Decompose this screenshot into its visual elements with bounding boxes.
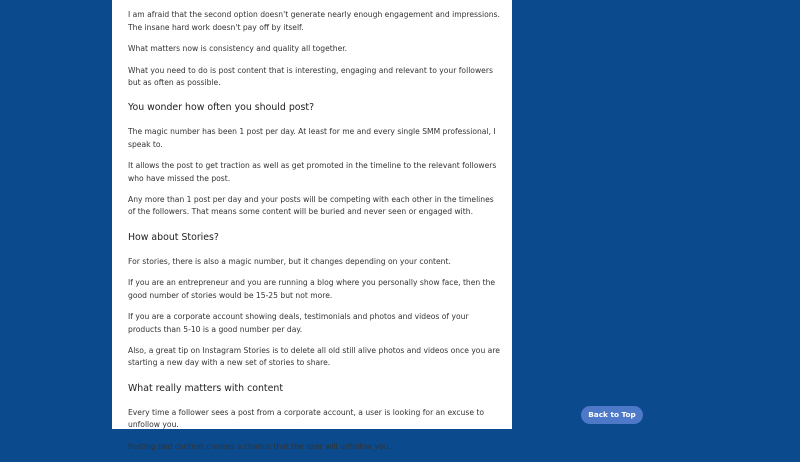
paragraph: For stories, there is also a magic number, but it changes depending on your content. [128, 256, 502, 268]
paragraph: If you are a corporate account showing deals, testimonials and photos and videos of your products than 5-10 is a good number per day. [128, 311, 502, 336]
paragraph: What you need to do is post content that is interesting, engaging and relevant to your followers but as often as possible. [128, 65, 502, 90]
article-column [112, 0, 512, 429]
paragraph: The magic number has been 1 post per day. At least for me and every single SMM professional, I speak to. [128, 126, 502, 151]
section-heading: How about Stories? [128, 232, 502, 244]
paragraph: Also, a great tip on Instagram Stories is to delete all old still alive photos and videos once you are starting a new day with a new set of stories to share. [128, 345, 502, 370]
paragraph: Any more than 1 post per day and your posts will be competing with each other in the timelines of the followers. That means some content will be buried and never seen or engaged with. [128, 194, 502, 219]
paragraph: Every time a follower sees a post from a corporate account, a user is looking for an excuse to unfollow you. [128, 407, 502, 432]
section-heading: You wonder how often you should post? [128, 102, 502, 114]
paragraph: If you are an entrepreneur and you are running a blog where you personally show face, then the good number of stories would be 15-25 but not more. [128, 277, 502, 302]
paragraph: I am afraid that the second option doesn't generate nearly enough engagement and impressions. The insane hard work doesn't pay off by itself. [128, 9, 502, 34]
section-heading: What really matters with content [128, 383, 502, 395]
article-body [128, 0, 502, 462]
paragraph: What matters now is consistency and quality all together. [128, 43, 502, 55]
back-to-top-button[interactable]: Back to Top [581, 406, 643, 424]
paragraph: Posting bad content creates a chance that the user will unfollow you. [128, 441, 502, 453]
paragraph: It allows the post to get traction as well as get promoted in the timeline to the relevant followers who have missed the post. [128, 160, 502, 185]
